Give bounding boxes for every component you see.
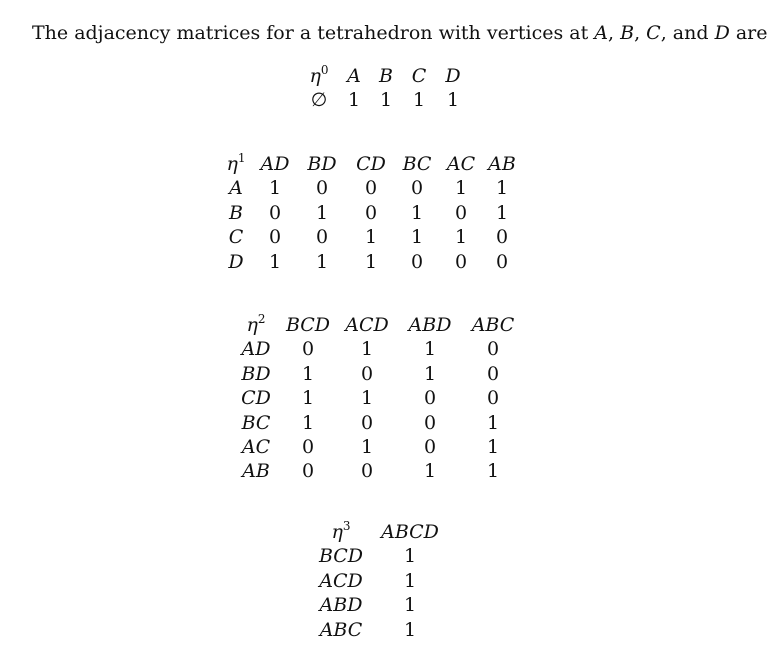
matrix-cell: 0 bbox=[410, 177, 424, 200]
matrix-cell: 1 bbox=[301, 362, 315, 385]
column-header: BD bbox=[307, 153, 337, 175]
matrix-cell: 0 bbox=[268, 226, 282, 249]
matrix-cell: 0 bbox=[486, 362, 500, 385]
matrix-cell: 0 bbox=[423, 411, 437, 434]
matrix-cell: 1 bbox=[410, 201, 424, 224]
matrix-cell: 1 bbox=[268, 177, 282, 200]
matrix-header-row bbox=[230, 313, 526, 337]
matrix-cell: 0 bbox=[360, 362, 374, 385]
matrix-row bbox=[230, 459, 526, 483]
matrix-row bbox=[218, 250, 522, 274]
matrix-cell: 1 bbox=[364, 226, 378, 249]
matrix-cell: 1 bbox=[403, 569, 417, 592]
matrix-cell: 0 bbox=[495, 226, 509, 249]
matrix-row bbox=[310, 569, 448, 593]
matrix-cell: 1 bbox=[268, 250, 282, 273]
column-header: AC bbox=[446, 153, 476, 175]
column-header: B bbox=[379, 65, 393, 87]
row-label: CD bbox=[241, 387, 271, 410]
matrix-cell: 1 bbox=[360, 387, 374, 410]
matrix-row bbox=[230, 337, 526, 361]
matrix-cell: 1 bbox=[495, 177, 509, 200]
matrix-cell: 0 bbox=[423, 436, 437, 459]
matrix-symbol-eta: η bbox=[331, 521, 343, 543]
matrix-cell: 1 bbox=[347, 89, 361, 112]
row-label: ABD bbox=[319, 594, 363, 617]
row-label: BC bbox=[241, 411, 271, 434]
matrix-cell: 1 bbox=[454, 226, 468, 249]
matrix-cell: 1 bbox=[410, 226, 424, 249]
matrix-cell: 1 bbox=[301, 411, 315, 434]
matrix-cell: 0 bbox=[454, 201, 468, 224]
matrix-eta-0 bbox=[300, 64, 470, 113]
matrix-row bbox=[300, 88, 470, 112]
row-label: ACD bbox=[319, 569, 363, 592]
vertex-c: C bbox=[646, 22, 661, 44]
matrix-symbol-eta: η bbox=[246, 314, 258, 336]
matrix-eta-1 bbox=[218, 152, 522, 274]
matrix-cell: 1 bbox=[495, 201, 509, 224]
matrix-cell: 0 bbox=[364, 177, 378, 200]
matrix-row bbox=[230, 435, 526, 459]
matrix-cell: 1 bbox=[454, 177, 468, 200]
intro-sep-1: , bbox=[608, 22, 621, 44]
matrix-cell: 0 bbox=[495, 250, 509, 273]
matrix-cell: 1 bbox=[403, 594, 417, 617]
column-header: ABC bbox=[471, 314, 515, 336]
matrix-cell: 0 bbox=[364, 201, 378, 224]
matrix-symbol-eta: η bbox=[309, 65, 321, 87]
intro-prefix: The adjacency matrices for a tetrahedron with vertices at bbox=[32, 22, 595, 44]
matrix-cell: 0 bbox=[423, 387, 437, 410]
matrix-cell: 1 bbox=[364, 250, 378, 273]
row-label: A bbox=[229, 177, 243, 200]
matrix-cell: 0 bbox=[454, 250, 468, 273]
matrix-cell: 1 bbox=[486, 436, 500, 459]
row-label: BCD bbox=[318, 545, 364, 568]
intro-sep-3: , and bbox=[660, 22, 715, 44]
column-header: BC bbox=[402, 153, 432, 175]
row-label: AC bbox=[241, 436, 271, 459]
matrix-row bbox=[310, 593, 448, 617]
matrix-cell: 0 bbox=[268, 201, 282, 224]
column-header: AD bbox=[260, 153, 290, 175]
matrix-row bbox=[230, 362, 526, 386]
matrix-cell: 1 bbox=[315, 250, 329, 273]
intro-sep-2: , bbox=[634, 22, 647, 44]
column-header: ABCD bbox=[381, 521, 439, 543]
matrix-symbol-degree: 0 bbox=[320, 63, 329, 77]
matrix-symbol bbox=[218, 152, 254, 176]
matrix-symbol-degree: 3 bbox=[342, 519, 351, 533]
intro-suffix: are bbox=[729, 22, 768, 44]
column-header: CD bbox=[356, 153, 386, 175]
matrix-row bbox=[310, 544, 448, 568]
row-label: B bbox=[229, 201, 243, 224]
matrix-cell: 1 bbox=[403, 618, 417, 641]
matrix-row bbox=[218, 176, 522, 200]
matrix-cell: 1 bbox=[446, 89, 460, 112]
matrix-cell: 1 bbox=[486, 411, 500, 434]
row-label: D bbox=[228, 250, 244, 273]
matrix-eta-3 bbox=[310, 520, 448, 642]
matrix-cell: 1 bbox=[486, 460, 500, 483]
intro-sentence bbox=[32, 22, 768, 44]
matrix-row bbox=[218, 201, 522, 225]
row-label: BD bbox=[241, 362, 271, 385]
matrix-cell: 0 bbox=[301, 436, 315, 459]
matrix-symbol-degree: 2 bbox=[257, 312, 266, 326]
matrix-cell: 1 bbox=[379, 89, 393, 112]
matrix-cell: 0 bbox=[315, 177, 329, 200]
matrix-cell: 1 bbox=[360, 338, 374, 361]
column-header: A bbox=[347, 65, 361, 87]
matrix-symbol-eta: η bbox=[226, 153, 238, 175]
matrix-cell: 0 bbox=[301, 460, 315, 483]
column-header: ABD bbox=[408, 314, 452, 336]
matrix-header-row bbox=[218, 152, 522, 176]
matrix-cell: 1 bbox=[403, 545, 417, 568]
matrix-cell: 1 bbox=[315, 201, 329, 224]
matrix-cell: 0 bbox=[486, 338, 500, 361]
row-label: AB bbox=[242, 460, 270, 483]
vertex-d: D bbox=[714, 22, 730, 44]
column-header: BCD bbox=[285, 314, 331, 336]
matrix-row bbox=[218, 225, 522, 249]
matrix-cell: 0 bbox=[360, 411, 374, 434]
matrix-header-row bbox=[310, 520, 448, 544]
column-header: ACD bbox=[345, 314, 389, 336]
column-header: AB bbox=[488, 153, 516, 175]
matrix-cell: 0 bbox=[315, 226, 329, 249]
matrix-symbol bbox=[230, 313, 282, 337]
row-label: ABC bbox=[319, 618, 363, 641]
row-label: C bbox=[228, 226, 244, 249]
matrix-cell: 1 bbox=[423, 362, 437, 385]
matrix-cell: 1 bbox=[412, 89, 426, 112]
matrix-eta-2 bbox=[230, 313, 526, 484]
matrix-cell: 1 bbox=[301, 387, 315, 410]
matrix-symbol bbox=[300, 64, 338, 88]
matrix-cell: 0 bbox=[360, 460, 374, 483]
row-label: AD bbox=[241, 338, 271, 361]
matrix-symbol-degree: 1 bbox=[237, 151, 246, 165]
vertex-b: B bbox=[620, 22, 635, 44]
matrix-cell: 0 bbox=[410, 250, 424, 273]
matrix-cell: 0 bbox=[486, 387, 500, 410]
matrix-row bbox=[230, 411, 526, 435]
matrix-symbol bbox=[310, 520, 372, 544]
vertex-a: A bbox=[594, 22, 609, 44]
matrix-cell: 0 bbox=[301, 338, 315, 361]
matrix-cell: 1 bbox=[423, 338, 437, 361]
matrix-row bbox=[310, 618, 448, 642]
row-label: ∅ bbox=[310, 89, 328, 112]
column-header: C bbox=[411, 65, 427, 87]
matrix-header-row bbox=[300, 64, 470, 88]
column-header: D bbox=[445, 65, 461, 87]
matrix-cell: 1 bbox=[423, 460, 437, 483]
matrix-row bbox=[230, 386, 526, 410]
matrix-cell: 1 bbox=[360, 436, 374, 459]
